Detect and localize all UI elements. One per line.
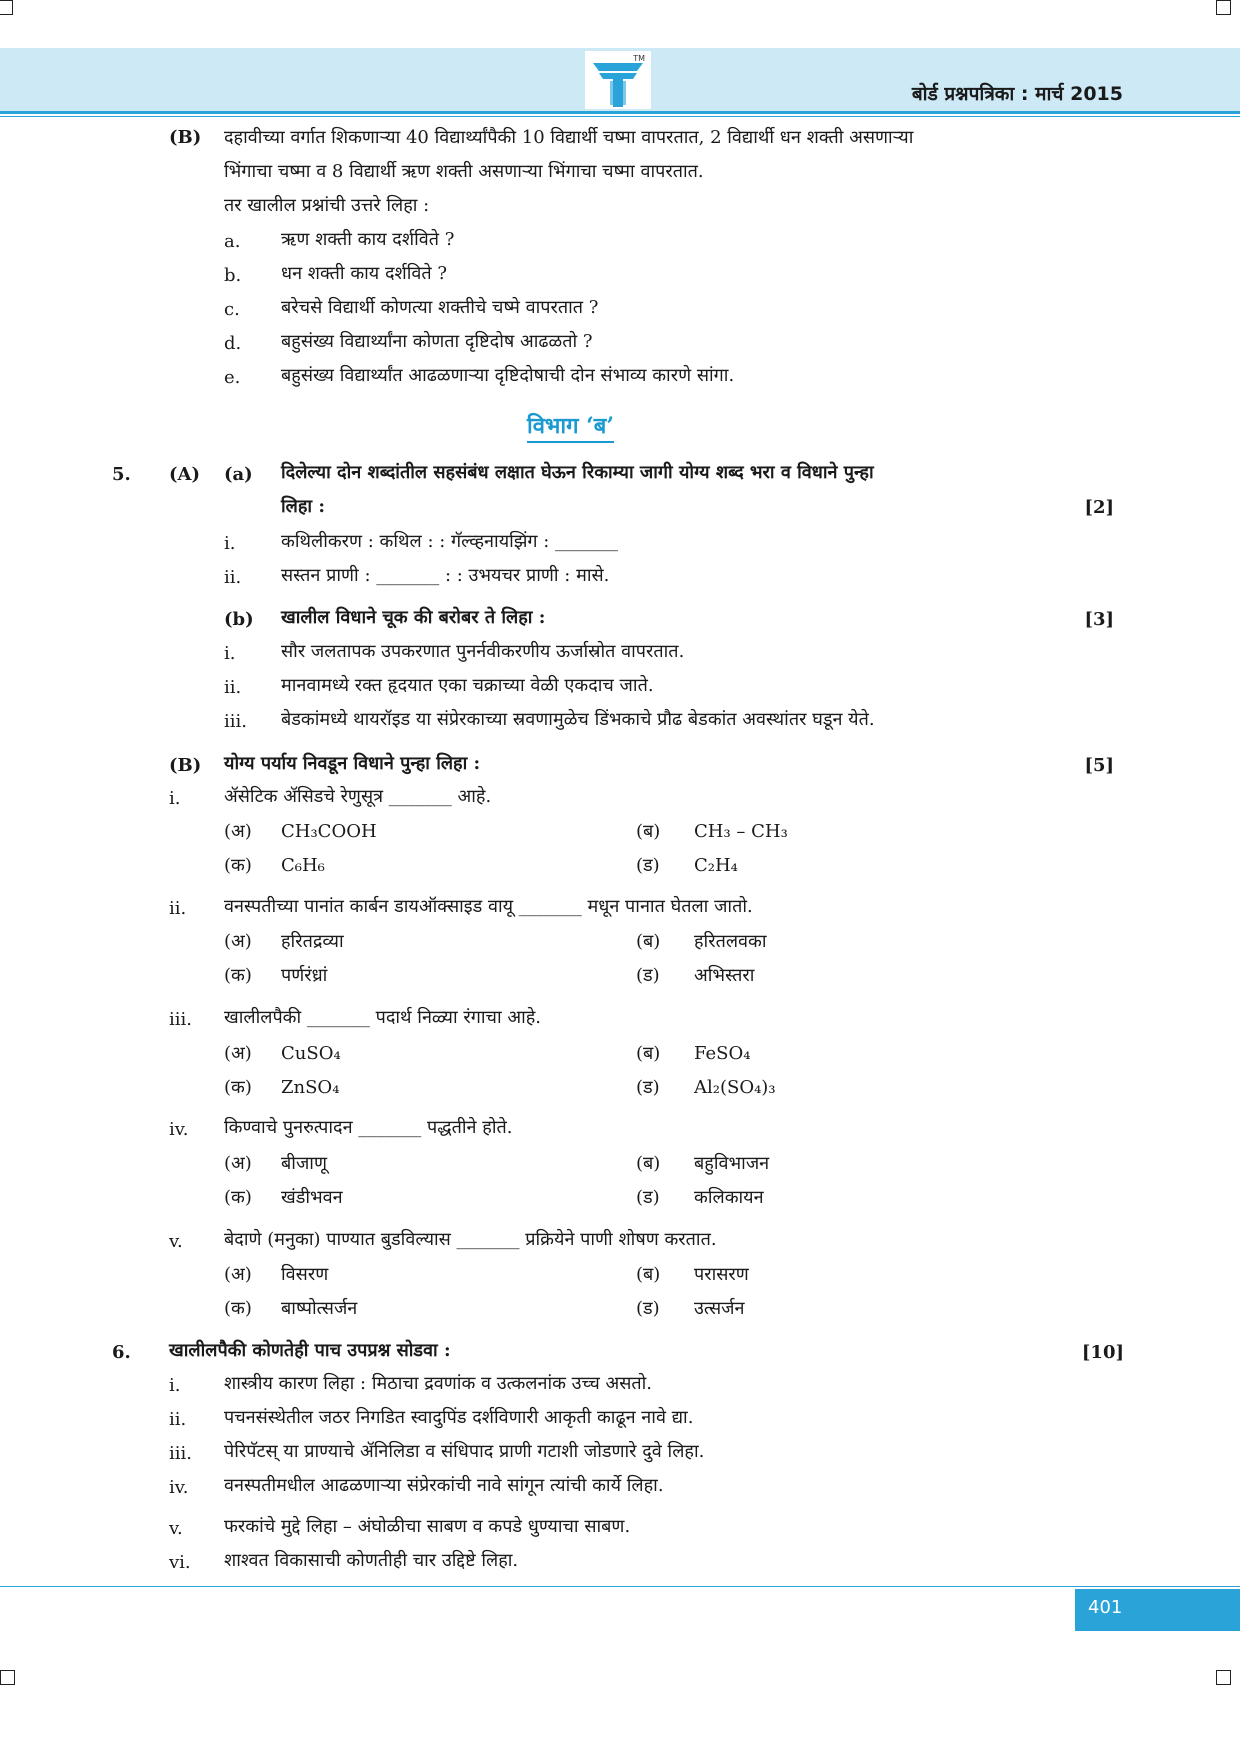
mcq-option-label: (ब)	[636, 1264, 661, 1285]
header-title: बोर्ड प्रश्नपत्रिका : मार्च 2015	[911, 83, 1123, 105]
mcq-option-label: (ड)	[636, 855, 660, 876]
mcq-option-text: C₂H₄	[694, 855, 738, 876]
q5-sub-a-label: (a)	[224, 464, 253, 485]
trademark-label: TM	[633, 54, 645, 63]
mcq-option-label: (ब)	[636, 1153, 661, 1174]
mcq-question: ॲसेटिक ॲसिडचे रेणुसूत्र _______ आहे.	[224, 786, 492, 807]
q5-sub-a-item-num: ii.	[224, 567, 242, 588]
mcq-num: ii.	[169, 898, 187, 919]
mcq-option-text: ZnSO₄	[281, 1077, 340, 1098]
mcq-option-text: पर्णरंध्रां	[281, 965, 328, 986]
footer-rule	[0, 1586, 1240, 1587]
q5-sub-b-item-text: मानवामध्ये रक्त हृदयात एका चक्राच्या वेळी एकदाच जाते.	[281, 675, 654, 696]
q5-sub-b-item-text: बेडकांमध्ये थायरॉइड या संप्रेरकाच्या स्रवणामुळेच डिंभकाचे प्रौढ बेडकांत अवस्थांतर घडून येते.	[281, 709, 875, 730]
q5-sub-b-marks: [3]	[1084, 609, 1114, 630]
q6-item-text: पेरिपॅटस् या प्राण्याचे ॲनिलिडा व संधिपाद प्राणी गटाशी जोडणारे दुवे लिहा.	[224, 1441, 705, 1462]
q5-sub-b-text: खालील विधाने चूक की बरोबर ते लिहा :	[281, 607, 546, 628]
q4b-item-num: a.	[224, 231, 241, 252]
crop-mark-bottom-right	[1216, 1670, 1231, 1685]
q5-sub-a-text-1: दिलेल्या दोन शब्दांतील सहसंबंध लक्षात घेऊन रिकाम्या जागी योग्य शब्द भरा व विधाने पुन्हा	[281, 462, 874, 483]
q5-sub-a-item-num: i.	[224, 533, 236, 554]
q5-sub-b-item-num: ii.	[224, 677, 242, 698]
mcq-option-label: (ड)	[636, 1077, 660, 1098]
mcq-option-label: (ड)	[636, 1298, 660, 1319]
q4b-line-2: भिंगाचा चष्मा व 8 विद्यार्थी ऋण शक्ती असणाऱ्या भिंगाचा चष्मा वापरतात.	[224, 161, 704, 182]
mcq-question: किण्वाचे पुनरुत्पादन _______ पद्धतीने होते.	[224, 1117, 513, 1138]
mcq-option-text: कलिकायन	[694, 1187, 764, 1208]
q6-item-text: शाश्वत विकासाची कोणतीही चार उद्दिष्टे लिहा.	[224, 1550, 519, 1571]
mcq-option-text: CH₃ – CH₃	[694, 821, 788, 842]
q6-marks: [10]	[1081, 1342, 1124, 1363]
mcq-option-text: Al₂(SO₄)₃	[694, 1077, 776, 1098]
q4b-item-num: e.	[224, 367, 241, 388]
mcq-option-text: हरितलवका	[694, 931, 767, 952]
q5-sub-b-item-num: iii.	[224, 711, 247, 732]
mcq-option-text: बाष्पोत्सर्जन	[281, 1298, 358, 1319]
header-rule	[0, 111, 1240, 114]
mcq-option-label: (क)	[224, 1298, 252, 1319]
mcq-option-label: (क)	[224, 1077, 252, 1098]
mcq-option-text: परासरण	[694, 1264, 749, 1285]
q6-item-text: फरकांचे मुद्दे लिहा – अंघोळीचा साबण व कपडे धुण्याचा साबण.	[224, 1516, 631, 1537]
mcq-num: v.	[169, 1231, 183, 1252]
mcq-option-text: C₆H₆	[281, 855, 325, 876]
q5-sub-b-item-num: i.	[224, 643, 236, 664]
q4b-item-num: d.	[224, 333, 242, 354]
q4b-item-text: धन शक्ती काय दर्शविते ?	[281, 263, 448, 284]
q6-text: खालीलपैकी कोणतेही पाच उपप्रश्न सोडवा :	[169, 1340, 451, 1361]
q6-item-num: v.	[169, 1518, 183, 1539]
mcq-option-text: हरितद्रव्या	[281, 931, 344, 952]
q5-number: 5.	[112, 464, 131, 485]
q4b-item-text: बरेचसे विद्यार्थी कोणत्या शक्तीचे चष्मे वापरतात ?	[281, 297, 599, 318]
mcq-question: वनस्पतीच्या पानांत कार्बन डायऑक्साइड वायू _______ मधून पानात घेतला जातो.	[224, 896, 753, 917]
q4b-item-num: b.	[224, 265, 242, 286]
q4b-item-num: c.	[224, 299, 240, 320]
mcq-option-text: FeSO₄	[694, 1043, 751, 1064]
crop-mark-top-right	[1216, 0, 1231, 15]
q4b-item-text: बहुसंख्य विद्यार्थ्यांना कोणता दृष्टिदोष आढळतो ?	[281, 331, 593, 352]
q5-part-b-text: योग्य पर्याय निवडून विधाने पुन्हा लिहा :	[224, 753, 481, 774]
mcq-option-label: (ड)	[636, 965, 660, 986]
q4b-line-3: तर खालील प्रश्नांची उत्तरे लिहा :	[224, 195, 430, 216]
q6-item-text: शास्त्रीय कारण लिहा : मिठाचा द्रवणांक व उत्कलनांक उच्च असतो.	[224, 1373, 653, 1394]
q5-sub-b-label: (b)	[224, 609, 254, 630]
q6-item-num: i.	[169, 1375, 181, 1396]
q5-part-a-label: (A)	[169, 464, 200, 485]
mcq-option-text: विसरण	[281, 1264, 329, 1285]
q4b-item-text: ऋण शक्ती काय दर्शविते ?	[281, 229, 455, 250]
q5-sub-a-item-text: कथिलीकरण : कथिल : : गॅल्व्हनायझिंग : _______	[281, 531, 619, 552]
header-rule-thin	[0, 116, 1240, 117]
mcq-option-label: (क)	[224, 1187, 252, 1208]
q5-sub-a-text-2: लिहा :	[281, 496, 325, 517]
mcq-option-label: (ब)	[636, 821, 661, 842]
mcq-option-text: बहुविभाजन	[694, 1153, 770, 1174]
mcq-option-label: (अ)	[224, 1153, 252, 1174]
mcq-num: iv.	[169, 1119, 189, 1140]
q4b-label: (B)	[169, 127, 202, 148]
q4b-item-text: बहुसंख्य विद्यार्थ्यांत आढळणाऱ्या दृष्टिदोषाची दोन संभाव्य कारणे सांगा.	[281, 365, 735, 386]
page-number: 401	[1088, 1597, 1123, 1618]
mcq-option-label: (ब)	[636, 931, 661, 952]
q5-sub-b-item-text: सौर जलतापक उपकरणात पुनर्नवीकरणीय ऊर्जास्रोत वापरतात.	[281, 641, 685, 662]
q5-part-b-label: (B)	[169, 755, 202, 776]
q5-sub-a-item-text: सस्तन प्राणी : _______ : : उभयचर प्राणी : मासे.	[281, 565, 610, 586]
crop-mark-bottom-left	[0, 1670, 15, 1685]
mcq-option-label: (अ)	[224, 931, 252, 952]
mcq-num: i.	[169, 788, 181, 809]
mcq-option-text: CH₃COOH	[281, 821, 377, 842]
mcq-option-label: (ड)	[636, 1187, 660, 1208]
q6-item-num: ii.	[169, 1409, 187, 1430]
mcq-option-text: अभिस्तरा	[694, 965, 755, 986]
q6-item-text: पचनसंस्थेतील जठर निगडित स्वादुपिंड दर्शविणारी आकृती काढून नावे द्या.	[224, 1407, 694, 1428]
mcq-option-label: (अ)	[224, 1264, 252, 1285]
mcq-num: iii.	[169, 1009, 192, 1030]
q5-sub-a-marks: [2]	[1084, 497, 1114, 518]
publisher-logo	[585, 51, 651, 109]
q6-item-text: वनस्पतीमधील आढळणाऱ्या संप्रेरकांची नावे सांगून त्यांची कार्ये लिहा.	[224, 1475, 664, 1496]
q6-number: 6.	[112, 1342, 131, 1363]
q6-item-num: iv.	[169, 1477, 189, 1498]
mcq-option-label: (अ)	[224, 1043, 252, 1064]
q6-item-num: vi.	[169, 1552, 191, 1573]
mcq-option-label: (क)	[224, 855, 252, 876]
q5-part-b-marks: [5]	[1084, 755, 1114, 776]
mcq-option-label: (ब)	[636, 1043, 661, 1064]
crop-mark-top-left	[0, 0, 13, 15]
mcq-option-label: (क)	[224, 965, 252, 986]
mcq-question: खालीलपैकी _______ पदार्थ निळ्या रंगाचा आहे.	[224, 1007, 542, 1028]
q4b-line-1: दहावीच्या वर्गात शिकणाऱ्या 40 विद्यार्थ्यांपैकी 10 विद्यार्थी चष्मा वापरतात, 2 विद्यार्थी धन शक्ती असणाऱ्या	[224, 127, 914, 148]
q6-item-num: iii.	[169, 1443, 192, 1464]
mcq-option-text: बीजाणू	[281, 1153, 327, 1174]
section-title: विभाग ‘ब’	[527, 410, 614, 443]
mcq-question: बेदाणे (मनुका) पाण्यात बुडविल्यास _______ प्रक्रियेने पाणी शोषण करतात.	[224, 1229, 717, 1250]
mcq-option-label: (अ)	[224, 821, 252, 842]
mcq-option-text: उत्सर्जन	[694, 1298, 745, 1319]
mcq-option-text: CuSO₄	[281, 1043, 341, 1064]
mcq-option-text: खंडीभवन	[281, 1187, 343, 1208]
